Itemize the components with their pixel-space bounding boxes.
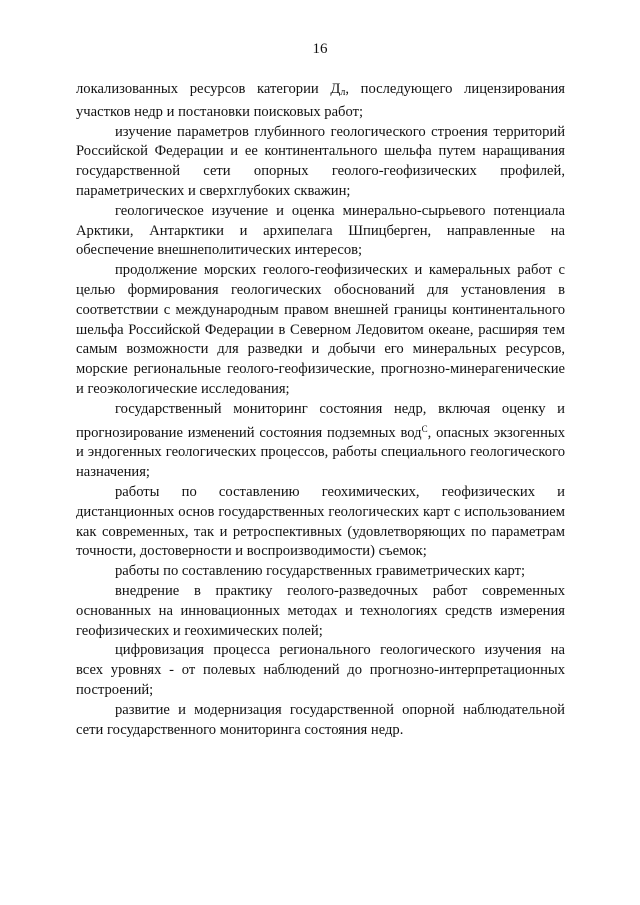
paragraph-6: работы по составлению геохимических, геофизических и дистанционных основ государственных геологических карт с использованием как современных, так и ретроспективных (удовлетворяющих по параметрам точности, достоверности и воспроизводимости) съемок; xyxy=(76,483,565,560)
paragraph-1-text-a: локализованных ресурсов категории Д xyxy=(76,81,341,97)
paragraph-1-text-b: , последующего лицензирования участков недр и постановки поисковых работ; xyxy=(76,81,566,120)
paragraph-3: геологическое изучение и оценка минерально-сырьевого потенциала Арктики, Антарктики и архипелага Шпицберген, направленные на обеспечение внешнеполитических интересов; xyxy=(76,202,565,259)
paragraph-9: цифровизация процесса регионального геологического изучения на всех уровнях - от полевых наблюдений до прогнозно-интерпретационных построений; xyxy=(76,642,565,698)
paragraph-4: продолжение морских геолого-геофизических и камеральных работ с целью формирования геологических обоснований для установления в соответствии с международным правом внешней границы континентального шельфа Российской Федерации в Северном Ледовитом океане, расширяя тем самым возможности для разведки и добычи его минеральных ресурсов, морские региональные геолого-геофизические, прогнозно-минерагенические и геоэкологические исследования; xyxy=(76,262,565,397)
paragraph-8: внедрение в практику геолого-разведочных работ современных основанных на инновационных методах и технологиях средств измерения геофизических и геохимических полей; xyxy=(76,582,565,639)
paragraph-1 xyxy=(76,80,565,123)
paragraph-5-text-b: , опасных экзогенных и эндогенных геологических процессов, работы специального геологического назначения; xyxy=(76,424,565,481)
document-body xyxy=(76,80,565,740)
paragraph-7: работы по составлению государственных гравиметрических карт; xyxy=(115,563,526,580)
category-subscript: л xyxy=(340,87,346,98)
paragraph-10: развитие и модернизация государственной опорной наблюдательной сети государственного мониторинга состояния недр. xyxy=(76,701,565,738)
footnote-superscript: С xyxy=(421,423,428,434)
paragraph-5-text-a: государственный мониторинг состояния недр, включая оценку и прогнозирование изменений состояния подземных вод xyxy=(76,400,565,441)
paragraph-5 xyxy=(76,400,565,483)
paragraph-2: изучение параметров глубинного геологического строения территорий Российской Федерации и ее континентального шельфа путем наращивания государственной сети опорных геолого-геофизических профилей, параметрических и сверхглубоких скважин; xyxy=(76,123,565,199)
page-number: 16 xyxy=(312,41,328,57)
